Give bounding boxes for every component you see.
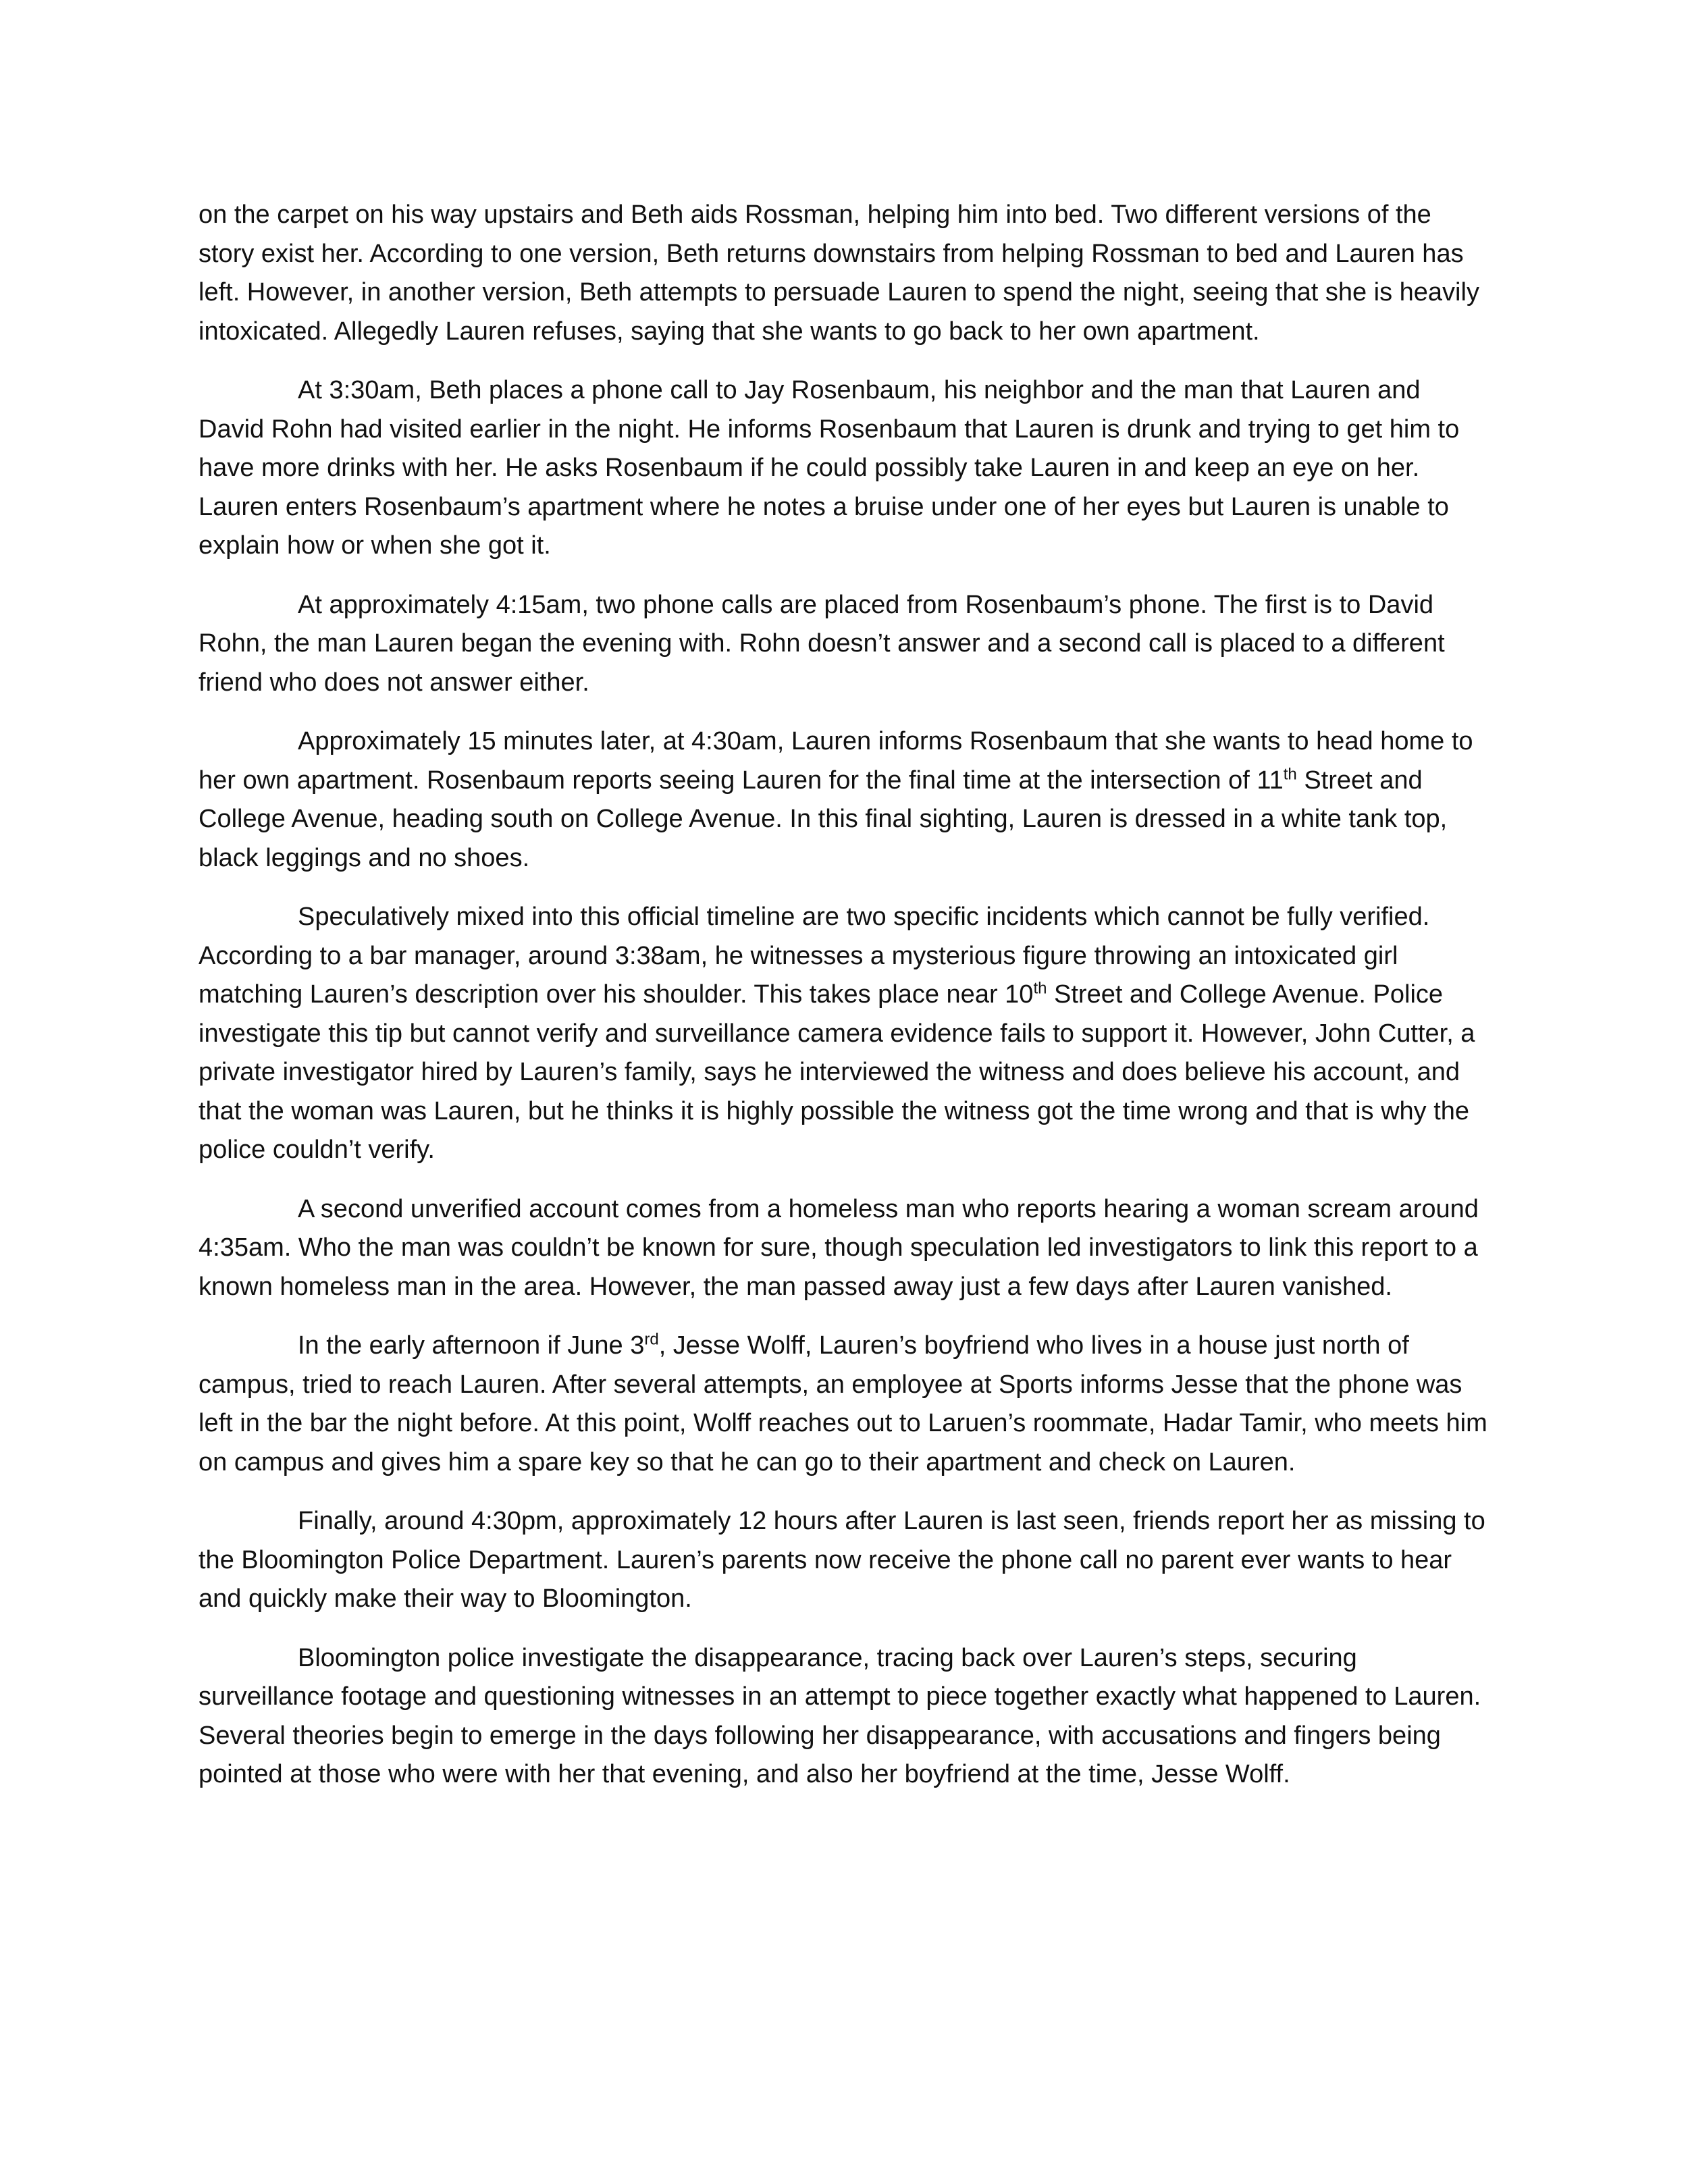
body-paragraph [199, 1502, 1488, 1619]
ordinal-superscript: rd [644, 1330, 659, 1349]
paragraph-text: , Jesse Wolff, Lauren’s boyfriend who lives in a house just north of campus, tried to reach Lauren. After several attempts, an employee at Sports informs Jesse that the phone was left in the bar the night before. At this point, Wolff reaches out to Laruen’s roommate, Hadar Tamir, who meets him on campus and gives him a spare key so that he can go to their apartment and check on Lauren. [199, 1331, 1487, 1476]
document-page [199, 196, 1488, 1815]
body-paragraph [199, 371, 1488, 566]
paragraph-text: on the carpet on his way upstairs and Beth aids Rossman, helping him into bed. Two different versions of the story exist her. According to one version, Beth returns downstairs from helping Rossman to bed and Lauren has left. However, in another version, Beth attempts to persuade Lauren to spend the night, seeing that she is heavily intoxicated. Allegedly Lauren refuses, saying that she wants to go back to her own apartment. [199, 201, 1479, 346]
paragraph-text: At approximately 4:15am, two phone calls are placed from Rosenbaum’s phone. The first is to David Rohn, the man Lauren began the evening with. Rohn doesn’t answer and a second call is placed to a different friend who does not answer either. [199, 590, 1445, 697]
paragraph-text: Approximately 15 minutes later, at 4:30am, Lauren informs Rosenbaum that she wants to head home to her own apartment. Rosenbaum reports seeing Lauren for the final time at the intersection of 11 [199, 727, 1473, 795]
paragraph-text: Street and College Avenue, heading south on College Avenue. In this final sighting, Lauren is dressed in a white tank top, black leggings and no shoes. [199, 766, 1448, 872]
body-paragraph [199, 1639, 1488, 1794]
ordinal-superscript: th [1283, 764, 1297, 783]
body-paragraph [199, 586, 1488, 703]
ordinal-superscript: th [1033, 979, 1047, 998]
paragraph-text: At 3:30am, Beth places a phone call to Jay Rosenbaum, his neighbor and the man that Lauren and David Rohn had visited earlier in the night. He informs Rosenbaum that Lauren is drunk and trying to get him to have more drinks with her. He asks Rosenbaum if he could possibly take Lauren in and keep an eye on her. Lauren enters Rosenbaum’s apartment where he notes a bruise under one of her eyes but Lauren is unable to explain how or when she got it. [199, 376, 1460, 560]
body-paragraph [199, 1190, 1488, 1307]
paragraph-text: A second unverified account comes from a homeless man who reports hearing a woman scream around 4:35am. Who the man was couldn’t be known for sure, though speculation led investigators to link this report to a known homeless man in the area. However, the man passed away just a few days after Lauren vanished. [199, 1194, 1479, 1301]
body-paragraph [199, 722, 1488, 878]
paragraph-text: Street and College Avenue. Police investigate this tip but cannot verify and surveillance camera evidence fails to support it. However, John Cutter, a private investigator hired by Lauren’s family, says he interviewed the witness and does believe his account, and that the woman was Lauren, but he thinks it is highly possible the witness got the time wrong and that is why the police couldn’t verify. [199, 980, 1475, 1164]
body-paragraph [199, 898, 1488, 1170]
paragraph-text: Finally, around 4:30pm, approximately 12 hours after Lauren is last seen, friends report her as missing to the Bloomington Police Department. Lauren’s parents now receive the phone call no parent ever wants to hear and quickly make their way to Bloomington. [199, 1507, 1485, 1613]
paragraph-text: Bloomington police investigate the disappearance, tracing back over Lauren’s steps, securing surveillance footage and questioning witnesses in an attempt to piece together exactly what happened to Lauren. Several theories begin to emerge in the days following her disappearance, with accusations and fingers being pointed at those who were with her that evening, and also her boyfriend at the time, Jesse Wolff. [199, 1643, 1481, 1788]
paragraph-text: In the early afternoon if June 3 [298, 1331, 645, 1360]
body-paragraph [199, 196, 1488, 351]
paragraph-text: Speculatively mixed into this official timeline are two specific incidents which cannot be fully verified. According to a bar manager, around 3:38am, he witnesses a mysterious figure throwing an intoxicated girl matching Lauren’s description over his shoulder. This takes place near 10 [199, 903, 1430, 1009]
body-paragraph [199, 1327, 1488, 1482]
